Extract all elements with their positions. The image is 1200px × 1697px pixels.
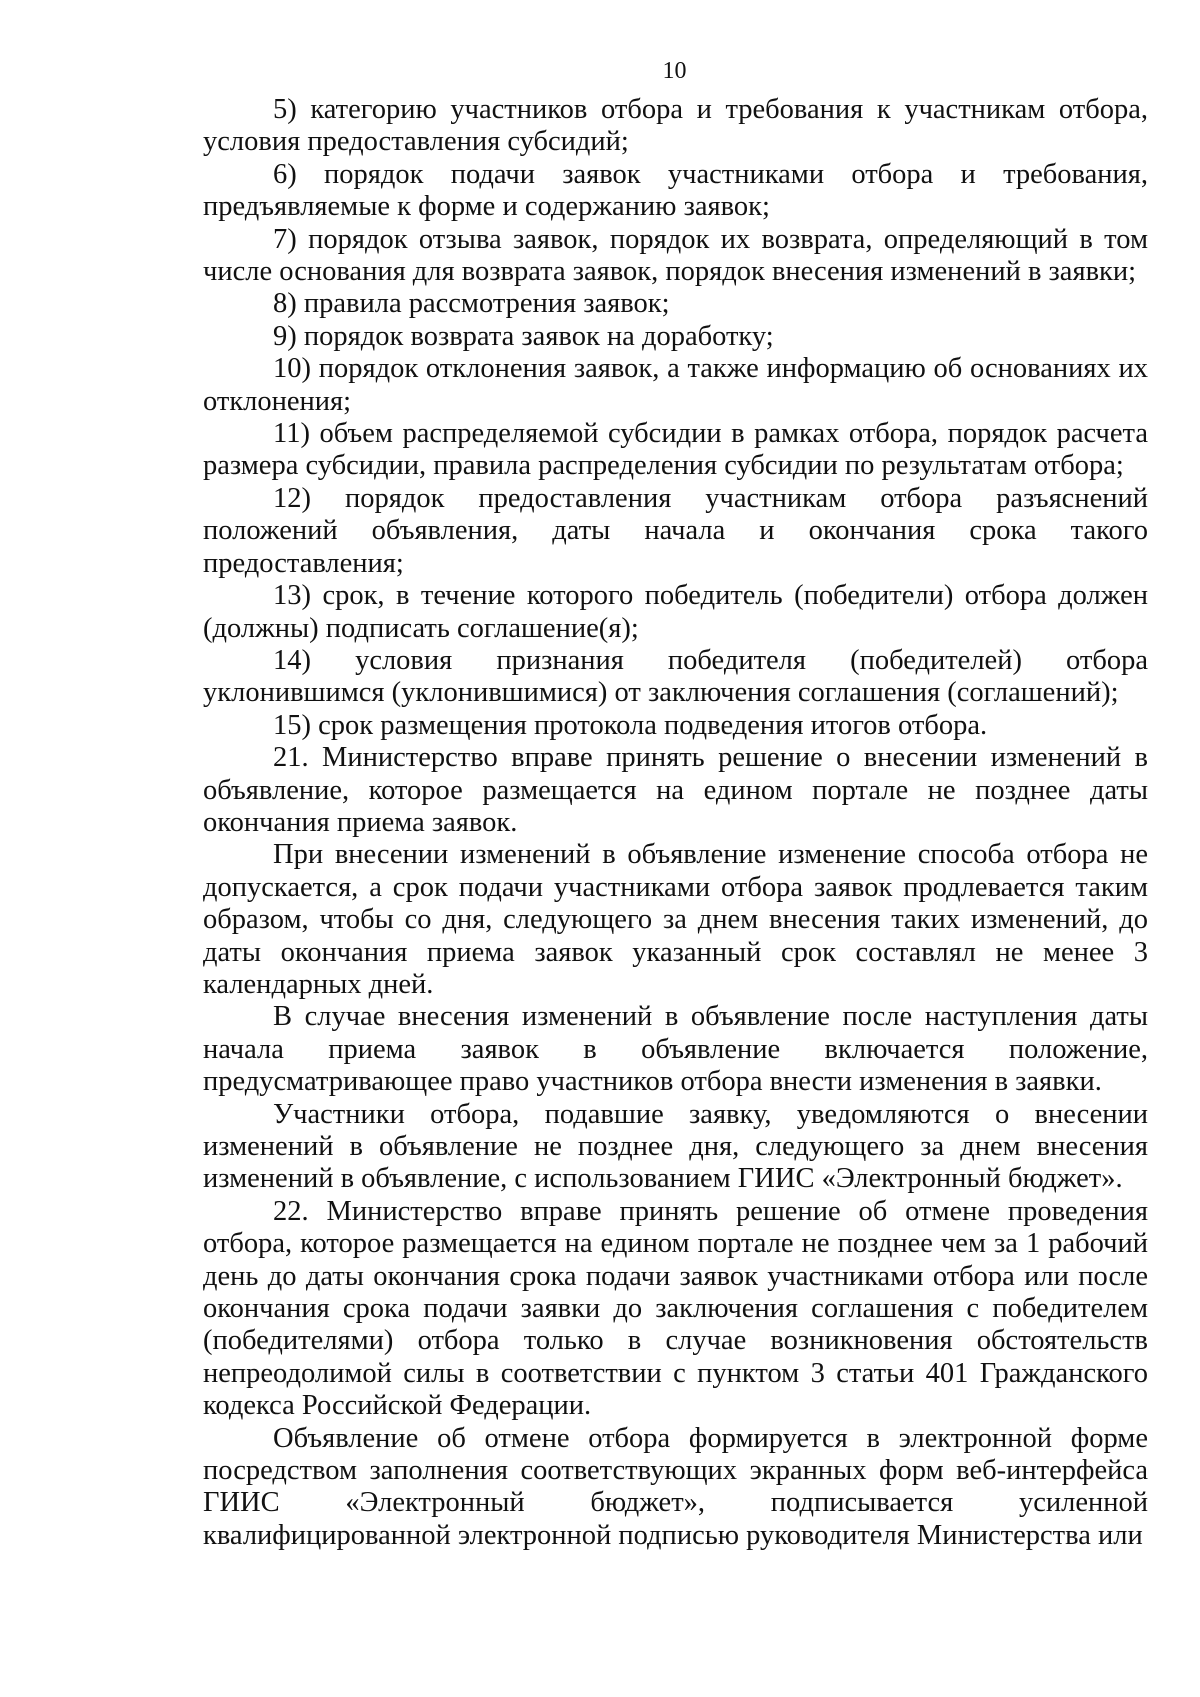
- paragraph: 9) порядок возврата заявок на доработку;: [273, 320, 774, 352]
- paragraph: 7) порядок отзыва заявок, порядок их возврата, определяющий в том числе основания для возврата заявок, порядок внесения изменений в заявки;: [203, 223, 1148, 288]
- paragraph: В случае внесения изменений в объявление после наступления даты начала приема заявок в объявление включается положение, предусматривающее право участников отбора внести изменения в заявки.: [203, 1001, 1148, 1098]
- paragraph: Объявление об отмене отбора формируется в электронной форме посредством заполнения соответствующих экранных форм веб-интерфейса ГИИС «Электронный бюджет», подписывается усиленной квалифицированной электронной подписью руководителя Министерства или: [203, 1422, 1148, 1551]
- paragraph: 10) порядок отклонения заявок, а также информацию об основаниях их отклонения;: [203, 353, 1148, 417]
- paragraph: 21. Министерство вправе принять решение о внесении изменений в объявление, которое размещается на едином портале не позднее даты окончания приема заявок.: [203, 742, 1148, 838]
- document-body: [203, 94, 1148, 1552]
- paragraph: Участники отбора, подавшие заявку, уведомляются о внесении изменений в объявление не позднее дня, следующего за днем внесения изменений в объявление, с использованием ГИИС «Электронный бюджет».: [203, 1098, 1148, 1195]
- paragraph: 12) порядок предоставления участникам отбора разъяснений положений объявления, даты начала и окончания срока такого предоставления;: [203, 482, 1148, 579]
- paragraph: 13) срок, в течение которого победитель (победители) отбора должен (должны) подписать соглашение(я);: [203, 580, 1148, 644]
- paragraph: 15) срок размещения протокола подведения итогов отбора.: [273, 709, 988, 741]
- paragraph: 11) объем распределяемой субсидии в рамках отбора, порядок расчета размера субсидии, правила распределения субсидии по результатам отбора;: [203, 418, 1148, 482]
- paragraph: 22. Министерство вправе принять решение об отмене проведения отбора, которое размещается на едином портале не позднее чем за 1 рабочий день до даты окончания срока подачи заявок участниками отбора или после окончания срока подачи заявки до заключения соглашения с победителем (победителями) отбора только в случае возникновения обстоятельств непреодолимой силы в соответствии с пунктом 3 статьи 401 Гражданского кодекса Российской Федерации.: [203, 1195, 1148, 1422]
- paragraph: При внесении изменений в объявление изменение способа отбора не допускается, а срок подачи участниками отбора заявок продлевается таким образом, чтобы со дня, следующего за днем внесения таких изменений, до даты окончания приема заявок указанный срок составлял не менее 3 календарных дней.: [203, 839, 1148, 1000]
- paragraph: 6) порядок подачи заявок участниками отбора и требования, предъявляемые к форме и содержанию заявок;: [203, 158, 1148, 223]
- paragraph: 14) условия признания победителя (победителей) отбора уклонившимся (уклонившимися) от заключения соглашения (соглашений);: [203, 644, 1148, 709]
- page-number: 10: [662, 58, 687, 84]
- paragraph: 8) правила рассмотрения заявок;: [273, 288, 670, 320]
- paragraph: 5) категорию участников отбора и требования к участникам отбора, условия предоставления субсидий;: [203, 94, 1148, 158]
